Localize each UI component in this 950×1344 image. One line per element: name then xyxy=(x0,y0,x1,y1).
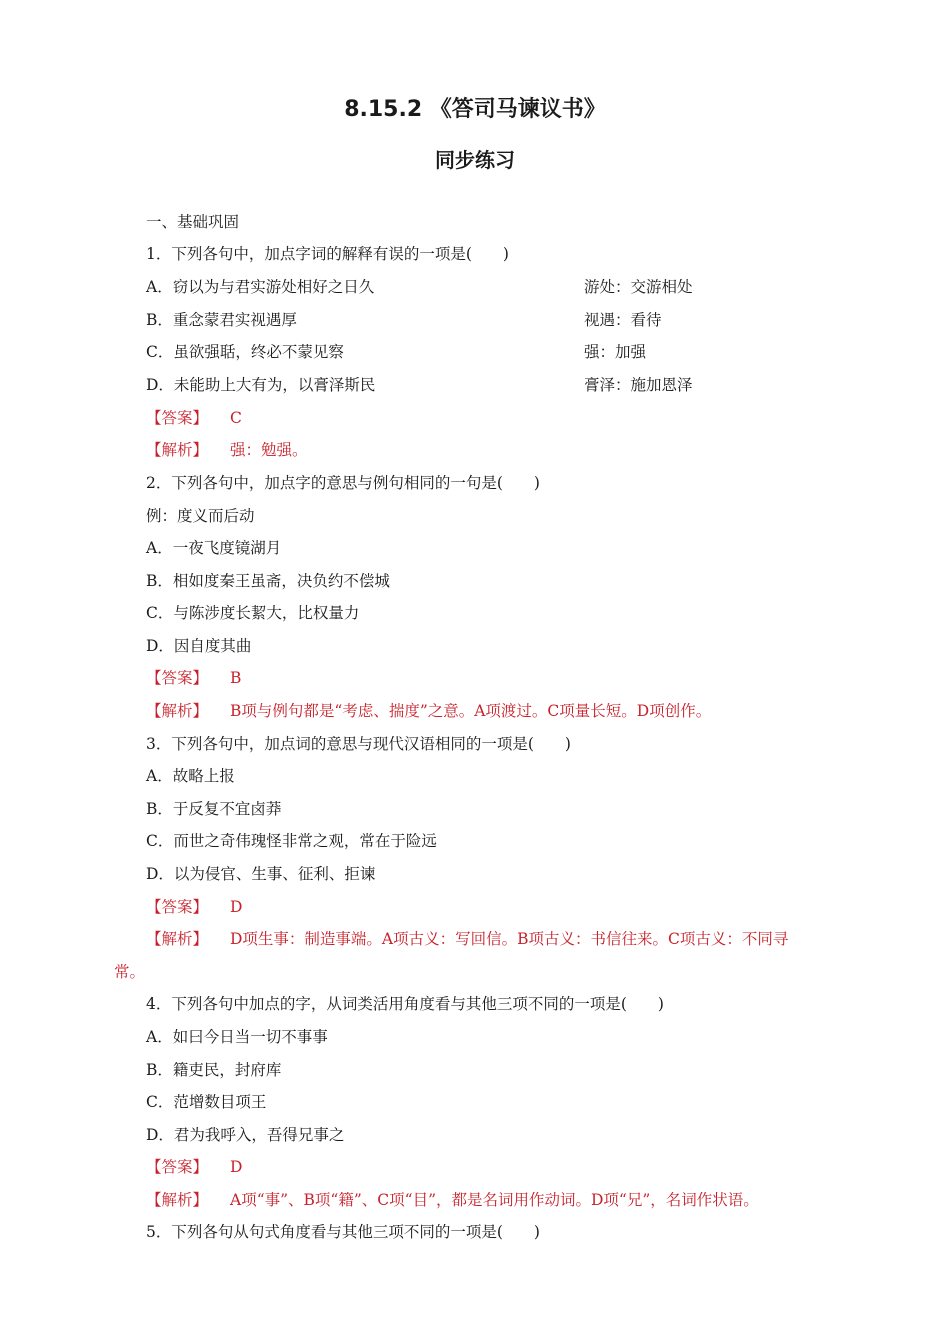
question-1-stem: 1．下列各句中，加点字词的解释有误的一项是( ) xyxy=(146,245,509,263)
answer-value: B xyxy=(230,669,242,687)
analysis-label: 【解析】 xyxy=(146,702,209,720)
q3-answer xyxy=(146,897,242,917)
analysis-label: 【解析】 xyxy=(146,930,209,948)
q4-answer xyxy=(146,1157,242,1177)
q1-option-a-note: 游处：交游相处 xyxy=(584,278,693,296)
question-3-stem: 3．下列各句中，加点词的意思与现代汉语相同的一项是( ) xyxy=(146,735,571,753)
answer-label: 【答案】 xyxy=(146,669,209,687)
answer-label: 【答案】 xyxy=(146,1158,209,1176)
q4-analysis xyxy=(146,1190,759,1210)
q4-option-b: B．籍吏民，封府库 xyxy=(146,1061,282,1079)
analysis-label: 【解析】 xyxy=(146,441,209,459)
document-subtitle: 同步练习 xyxy=(435,148,515,172)
q3-analysis-continued: 常。 xyxy=(114,963,146,981)
q2-analysis xyxy=(146,701,711,721)
analysis-text: D项生事：制造事端。A项古义：写回信。B项古义：书信往来。C项古义：不同寻 xyxy=(230,930,789,948)
q2-option-c: C．与陈涉度长絜大，比权量力 xyxy=(146,604,360,622)
q2-option-b: B．相如度秦王虽斋，决负约不偿城 xyxy=(146,572,390,590)
answer-value: C xyxy=(230,409,242,427)
q4-option-c: C．范增数目项王 xyxy=(146,1093,267,1111)
q3-analysis xyxy=(146,929,788,949)
q3-option-a: A．故略上报 xyxy=(146,767,235,785)
q1-option-d-note: 膏泽：施加恩泽 xyxy=(584,376,693,394)
q4-option-d: D．君为我呼入，吾得兄事之 xyxy=(146,1126,345,1144)
q1-option-a: A．窃以为与君实游处相好之日久 xyxy=(146,278,375,296)
answer-value: D xyxy=(230,1158,243,1176)
q3-option-c: C．而世之奇伟瑰怪非常之观，常在于险远 xyxy=(146,832,437,850)
q1-option-c: C．虽欲强聒，终必不蒙见察 xyxy=(146,343,344,361)
section-heading: 一、基础巩固 xyxy=(146,213,240,231)
q1-option-b-note: 视遇：看待 xyxy=(584,311,662,329)
answer-value: D xyxy=(230,898,243,916)
q2-option-d: D．因自度其曲 xyxy=(146,637,252,655)
q3-option-d: D．以为侵官、生事、征利、拒谏 xyxy=(146,865,376,883)
q1-option-b: B．重念蒙君实视遇厚 xyxy=(146,311,297,329)
q2-example: 例：度义而后动 xyxy=(146,507,255,525)
analysis-text: B项与例句都是“考虑、揣度”之意。A项渡过。C项量长短。D项创作。 xyxy=(230,702,712,720)
q1-analysis xyxy=(146,440,308,460)
q2-option-a: A．一夜飞度镜湖月 xyxy=(146,539,282,557)
question-2-stem: 2．下列各句中，加点字的意思与例句相同的一句是( ) xyxy=(146,474,540,492)
q1-answer xyxy=(146,408,242,428)
q4-option-a: A．如曰今日当一切不事事 xyxy=(146,1028,328,1046)
question-4-stem: 4．下列各句中加点的字，从词类活用角度看与其他三项不同的一项是( ) xyxy=(146,995,664,1013)
answer-label: 【答案】 xyxy=(146,898,209,916)
q1-option-c-note: 强：加强 xyxy=(584,343,647,361)
q2-answer xyxy=(146,668,241,688)
q1-option-d: D．未能助上大有为，以膏泽斯民 xyxy=(146,376,376,394)
document-title: 8.15.2 《答司马谏议书》 xyxy=(344,97,606,122)
q3-option-b: B．于反复不宜卤莽 xyxy=(146,800,282,818)
question-5-stem: 5．下列各句从句式角度看与其他三项不同的一项是( ) xyxy=(146,1223,540,1241)
answer-label: 【答案】 xyxy=(146,409,209,427)
analysis-text: 强：勉强。 xyxy=(230,441,308,459)
analysis-label: 【解析】 xyxy=(146,1191,209,1209)
analysis-text: A项“事”、B项“籍”、C项“目”，都是名词用作动词。D项“兄”，名词作状语。 xyxy=(230,1191,759,1209)
